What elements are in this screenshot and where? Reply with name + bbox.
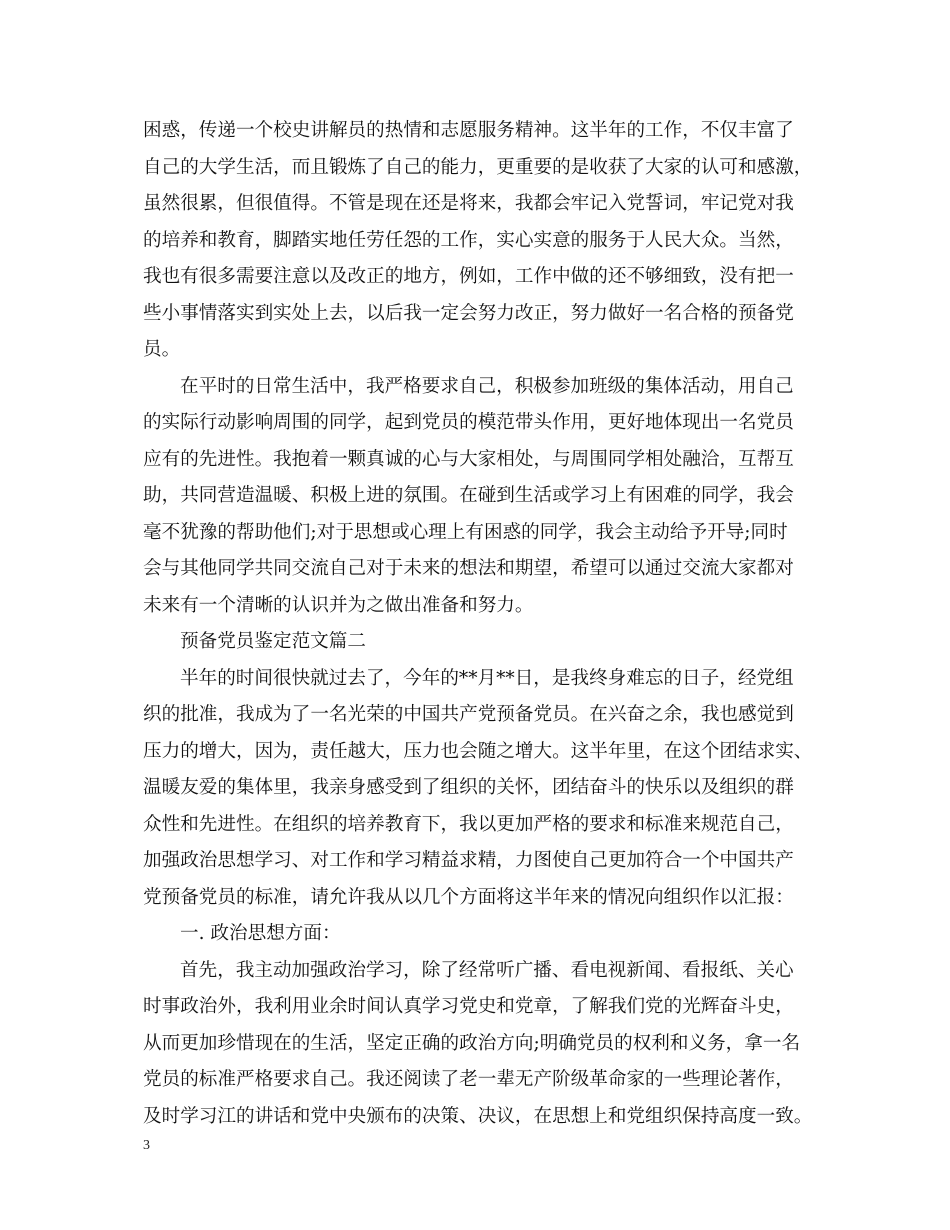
text-line: 会与其他同学共同交流自己对于未来的想法和期望，希望可以通过交流大家都对 xyxy=(143,558,794,579)
text-line: 助，共同营造温暖、积极上进的氛围。在碰到生活或学习上有困难的同学，我会 xyxy=(143,485,794,506)
text-line: 毫不犹豫的帮助他们;对于思想或心理上有困惑的同学，我会主动给予开导;同时 xyxy=(143,521,788,543)
text-line: 半年的时间很快就过去了，今年的**月**日，是我终身难忘的日子，经党组 xyxy=(180,667,794,689)
text-line: 温暖友爱的集体里，我亲身感受到了组织的关怀，团结奋斗的快乐以及组织的群 xyxy=(143,777,794,798)
text-line: 织的批准，我成为了一名光荣的中国共产党预备党员。在兴奋之余，我也感觉到 xyxy=(143,704,794,725)
text-line: 预备党员鉴定范文篇二 xyxy=(180,631,366,652)
text-line: 及时学习江的讲话和党中央颁布的决策、决议，在思想上和党组织保持高度一致。 xyxy=(143,1105,813,1127)
text-line: 时事政治外，我利用业余时间认真学习党史和党章，了解我们党的光辉奋斗史， xyxy=(143,996,794,1017)
document-body xyxy=(143,113,823,1135)
text-line: 党员的标准严格要求自己。我还阅读了老一辈无产阶级革命家的一些理论著作， xyxy=(143,1069,794,1090)
text-line: 困惑，传递一个校史讲解员的热情和志愿服务精神。这半年的工作，不仅丰富了 xyxy=(143,120,794,141)
text-line: 应有的先进性。我抱着一颗真诚的心与大家相处，与周围同学相处融洽，互帮互 xyxy=(143,448,794,470)
text-line: 未来有一个清晰的认识并为之做出准备和努力。 xyxy=(143,594,534,616)
text-line: 加强政治思想学习、对工作和学习精益求精，力图使自己更加符合一个中国共产 xyxy=(143,850,794,871)
text-line: 在平时的日常生活中，我严格要求自己，积极参加班级的集体活动，用自己 xyxy=(180,375,794,397)
text-line: 从而更加珍惜现在的生活，坚定正确的政治方向;明确党员的权利和义务，拿一名 xyxy=(143,1032,801,1054)
text-line: 我也有很多需要注意以及改正的地方，例如，工作中做的还不够细致，没有把一 xyxy=(143,266,794,287)
text-line: 一. 政治思想方面： xyxy=(180,923,341,944)
text-line: 的实际行动影响周围的同学，起到党员的模范带头作用，更好地体现出一名党员 xyxy=(143,412,794,433)
text-line: 众性和先进性。在组织的培养教育下，我以更加严格的要求和标准来规范自己， xyxy=(143,813,794,835)
text-line: 党预备党员的标准，请允许我从以几个方面将这半年来的情况向组织作以汇报： xyxy=(143,886,794,908)
text-line: 压力的增大，因为，责任越大，压力也会随之增大。这半年里，在这个团结求实、 xyxy=(143,740,813,762)
text-line: 的培养和教育，脚踏实地任劳任怨的工作，实心实意的服务于人民大众。当然， xyxy=(143,229,794,251)
text-line: 员。 xyxy=(143,339,181,360)
text-line: 些小事情落实到实处上去，以后我一定会努力改正，努力做好一名合格的预备党 xyxy=(143,302,794,324)
text-line: 自己的大学生活，而且锻炼了自己的能力，更重要的是收获了大家的认可和感激， xyxy=(143,156,813,178)
text-line: 虽然很累，但很值得。不管是现在还是将来，我都会牢记入党誓词，牢记党对我 xyxy=(143,193,794,214)
text-line: 首先，我主动加强政治学习，除了经常听广播、看电视新闻、看报纸、关心 xyxy=(180,959,794,981)
page-number: 3 xyxy=(143,1138,150,1153)
